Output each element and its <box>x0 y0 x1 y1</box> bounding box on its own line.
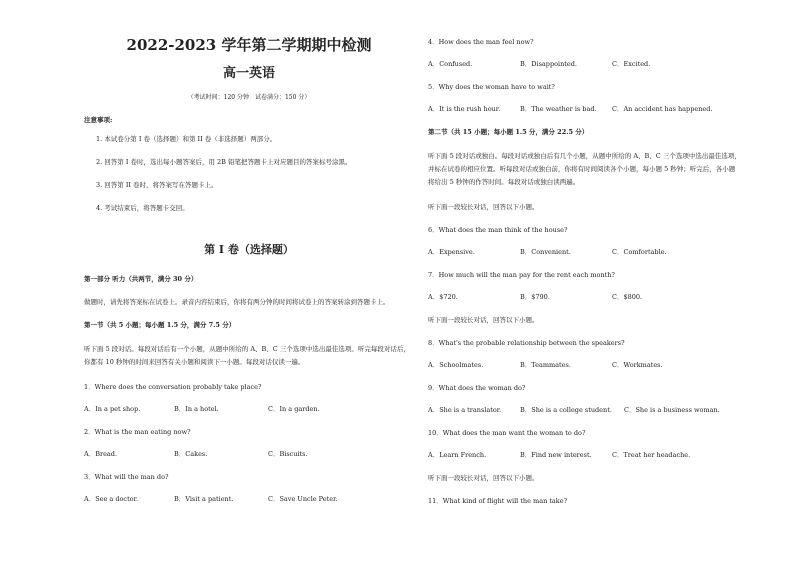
option-b: B．She is a college student. <box>520 406 612 414</box>
question-5-options <box>428 105 768 114</box>
question-5: 5．Why does the woman have to wait? <box>428 83 555 91</box>
volume-title: 第 I 卷（选择题） <box>204 243 294 256</box>
option-c: C．In a garden. <box>268 405 320 413</box>
option-a: A．She is a translator. <box>428 406 502 414</box>
option-b: B．Visit a patient. <box>174 495 234 503</box>
option-c: C．She is a business woman. <box>624 406 720 414</box>
option-c: C．Biscuits. <box>268 450 308 458</box>
note-item: 2. 回答第 I 卷时，选出每小题答案后，用 2B 铅笔把答题卡上对应题目的答案标号涂黑。 <box>96 158 352 166</box>
listen-instruction: 听下面一段较长对话，回答以下小题。 <box>428 474 539 482</box>
left-column <box>84 36 414 504</box>
option-c: C．Excited. <box>612 60 651 68</box>
question-7-options <box>428 293 768 302</box>
option-c: C．Comfortable. <box>612 248 667 256</box>
note-item: 3. 回答第 II 卷时，将答案写在答题卡上。 <box>96 181 218 189</box>
option-b: B．Teammates. <box>520 361 571 369</box>
option-a: A．Confused. <box>428 60 473 68</box>
question-2-options <box>84 450 414 459</box>
question-10-options <box>428 451 768 460</box>
exam-meta: （考试时间：120 分钟 试卷满分：150 分） <box>187 94 311 101</box>
option-c: C．Save Uncle Peter. <box>268 495 338 503</box>
section2-intro-line: 听下面 5 段对话或独白。每段对话或独白后有几个小题，从题中所给的 A、B、C 三个选项中选出最佳选项， <box>428 152 741 160</box>
section2-intro <box>428 150 768 189</box>
question-1: 1．Where does the conversation probably take place? <box>84 383 262 391</box>
option-b: B．Disappointed. <box>520 60 577 68</box>
note-item: 1. 本试卷分第 I 卷（选择题）和第 II 卷（非选择题）两部分。 <box>96 135 277 143</box>
part1-heading: 第一部分 听力（共两节，满分 30 分） <box>84 275 198 283</box>
question-9: 9．What does the woman do? <box>428 384 526 392</box>
question-8-options <box>428 361 768 370</box>
question-6: 6．What does the man think of the house? <box>428 226 568 234</box>
notes-list <box>84 135 414 213</box>
option-b: B．Convenient. <box>520 248 571 256</box>
question-4: 4．How does the man feel now? <box>428 38 534 46</box>
question-4-options <box>428 60 768 69</box>
option-b: B．Cakes. <box>174 450 208 458</box>
question-10: 10．What does the man want the woman to do? <box>428 429 586 437</box>
section2-intro-line: 并标在试卷的相应位置。听每段对话或独白前，你将有时间阅读各个小题，每小题 5 秒钟；听完后，各小题 <box>428 165 736 173</box>
section1-heading: 第一节（共 5 小题；每小题 1.5 分，满分 7.5 分） <box>84 321 236 329</box>
option-a: A．Schoolmates. <box>428 361 484 369</box>
notes-heading: 注意事项: <box>84 116 113 124</box>
section2-intro-line: 将给出 5 秒钟的作答时间。每段对话或独白读两遍。 <box>428 178 580 186</box>
option-c: C．Treat her headache. <box>612 451 691 459</box>
question-3-options <box>84 495 414 504</box>
note-item: 4. 考试结束后，将答题卡交回。 <box>96 204 189 212</box>
exam-subject: 高一英语 <box>222 66 275 81</box>
question-6-options <box>428 248 768 257</box>
option-a: A．Expensive. <box>428 248 475 256</box>
question-7: 7．How much will the man pay for the rent each month? <box>428 271 615 279</box>
question-2: 2．What is the man eating now? <box>84 428 191 436</box>
option-c: C．Workmates. <box>612 361 663 369</box>
question-9-options <box>428 406 768 415</box>
question-11: 11．What kind of flight will the man take? <box>428 497 568 505</box>
option-c: C．An accident has happened. <box>612 105 713 113</box>
section1-intro-line: 听下面 5 段对话。每段对话后有一个小题，从题中所给的 A、B、C 三个选项中选出最佳选项。听完每段对话后， <box>84 345 410 353</box>
question-8: 8．What's the probable relationship between the speakers? <box>428 339 625 347</box>
option-b: B．$790. <box>520 293 550 301</box>
option-b: B．The weather is bad. <box>520 105 597 113</box>
option-a: A．In a pet shop. <box>84 405 141 413</box>
option-a: A．It is the rush hour. <box>428 105 501 113</box>
listen-instruction: 听下面一段较长对话，回答以下小题。 <box>428 203 539 211</box>
section2-heading: 第二节（共 15 小题；每小题 1.5 分，满分 22.5 分） <box>428 128 589 136</box>
option-a: A．See a doctor. <box>84 495 139 503</box>
option-a: A．Learn French. <box>428 451 487 459</box>
question-3: 3．What will the man do? <box>84 473 169 481</box>
section1-intro <box>84 343 414 369</box>
option-a: A．$720. <box>428 293 458 301</box>
exam-title: 2022-2023 学年第二学期期中检测 <box>126 36 372 54</box>
listen-instruction: 听下面一段较长对话，回答以下小题。 <box>428 316 539 324</box>
part1-intro: 做题时，请先将答案标在试卷上。录音内容结束后，你将有两分钟的时间将试卷上的答案转涂到答题卡上。 <box>84 298 390 306</box>
option-a: A．Bread. <box>84 450 118 458</box>
option-b: B．In a hotel. <box>174 405 219 413</box>
option-b: B．Find new interest. <box>520 451 592 459</box>
right-column <box>428 38 768 506</box>
section1-intro-line: 你都有 10 秒钟的时间来回答有关小题和阅读下一小题。每段对话仅读一遍。 <box>84 358 305 366</box>
question-1-options <box>84 405 414 414</box>
option-c: C．$800. <box>612 293 643 301</box>
